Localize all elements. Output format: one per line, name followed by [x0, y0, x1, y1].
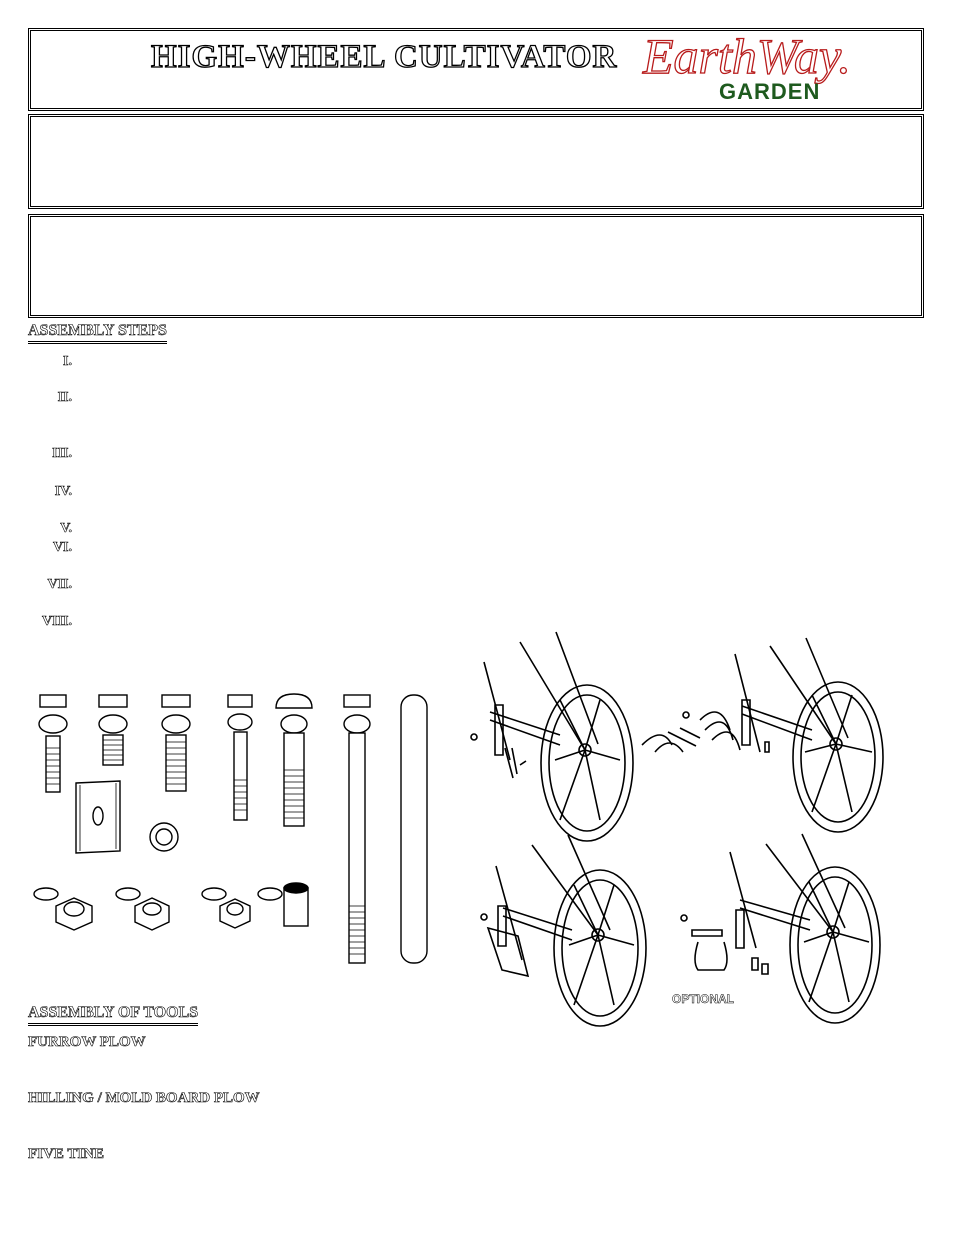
step-8: VIII. — [42, 614, 72, 629]
assembly-of-tools-heading: ASSEMBLY OF TOOLS — [28, 1004, 198, 1026]
brand-sub: GARDEN — [719, 79, 821, 104]
step-3: III. — [52, 446, 72, 461]
step-4: IV. — [54, 484, 72, 499]
tool-furrow-plow: FURROW PLOW — [28, 1034, 146, 1050]
document-title: HIGH-WHEEL CULTIVATOR — [151, 39, 618, 75]
figure-mold-board-plow — [481, 835, 646, 1026]
tool-hilling-mold-board-plow: HILLING / MOLD BOARD PLOW — [28, 1090, 260, 1106]
assembly-steps-heading: ASSEMBLY STEPS — [28, 322, 167, 344]
step-1: I. — [63, 354, 72, 369]
step-7: VII. — [47, 577, 72, 592]
figure-furrow-plow — [471, 632, 633, 841]
tool-five-tine: FIVE TINE — [28, 1146, 104, 1162]
figure-five-tine — [642, 638, 883, 832]
step-2: II. — [57, 390, 72, 405]
step-6: VI. — [52, 540, 72, 555]
optional-label: OPTIONAL — [672, 992, 734, 1006]
brand-logo: EarthWay. — [643, 28, 851, 84]
step-5: V. — [60, 521, 72, 536]
